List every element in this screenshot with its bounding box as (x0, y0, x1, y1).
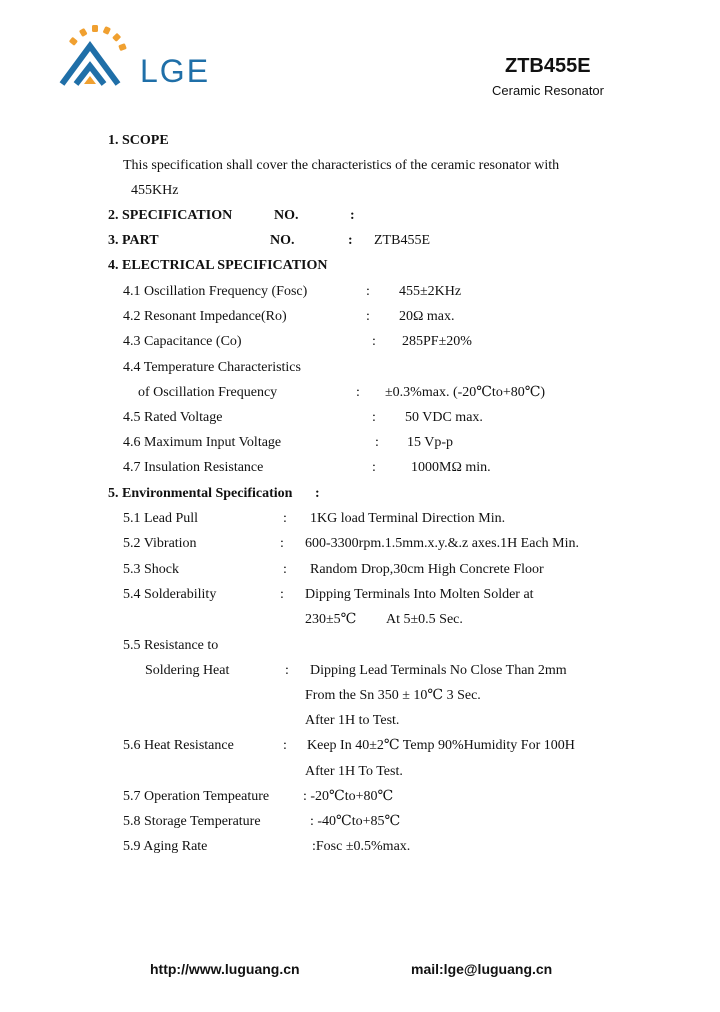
part-value: ZTB455E (374, 233, 430, 248)
env-value-cont: After 1H To Test. (305, 764, 403, 779)
env-value: : -40℃to+85℃ (310, 814, 401, 829)
env-value: Keep In 40±2℃ Temp 90%Humidity For 100H (307, 738, 575, 753)
scope-text: This specification shall cover the characteristics of the ceramic resonator with (123, 158, 560, 173)
env-value: : -20℃to+80℃ (303, 789, 394, 804)
spec-label: 4.4 Temperature Characteristics (123, 360, 301, 375)
env-colon: : (283, 511, 287, 526)
env-label: 5.4 Solderability (123, 587, 217, 602)
env-value: Random Drop,30cm High Concrete Floor (310, 562, 544, 577)
env-label: 5.8 Storage Temperature (123, 814, 261, 829)
environmental-heading-colon: : (315, 486, 320, 501)
env-value: Dipping Lead Terminals No Close Than 2mm (310, 663, 567, 678)
model-number: ZTB455E (505, 55, 591, 77)
env-value: 600-3300rpm.1.5mm.x.y.&.z axes.1H Each Min. (305, 536, 579, 551)
spec-label: 4.7 Insulation Resistance (123, 460, 264, 475)
part-no: NO. (270, 233, 295, 248)
env-colon: : (280, 536, 284, 551)
spec-colon: : (372, 410, 376, 425)
logo-text: LGE (140, 53, 211, 89)
footer-email[interactable]: mail:lge@luguang.cn (411, 961, 553, 977)
scope-heading: 1. SCOPE (108, 133, 169, 148)
env-value-cont: 230±5℃ (305, 612, 357, 627)
logo-sun-rays (69, 25, 127, 51)
env-colon: : (285, 663, 289, 678)
env-label: 5.7 Operation Tempeature (123, 789, 270, 804)
spec-value: ±0.3%max. (-20℃to+80℃) (385, 385, 546, 400)
env-value-cont: From the Sn 350 ± 10℃ 3 Sec. (305, 688, 481, 703)
env-label: 5.2 Vibration (123, 536, 197, 551)
env-value: Dipping Terminals Into Molten Solder at (305, 587, 534, 602)
env-colon: : (280, 587, 284, 602)
spec-value: 20Ω max. (399, 309, 455, 324)
spec-value: 50 VDC max. (405, 410, 483, 425)
env-value: :Fosc ±0.5%max. (312, 839, 411, 854)
spec-value: 455±2KHz (399, 284, 462, 299)
spec-label: 4.2 Resonant Impedance(Ro) (123, 309, 287, 324)
specification-label: 2. SPECIFICATION (108, 208, 233, 223)
scope-text-cont: 455KHz (131, 183, 179, 198)
spec-label: 4.6 Maximum Input Voltage (123, 435, 282, 450)
spec-label: 4.3 Capacitance (Co) (123, 334, 242, 349)
part-label: 3. PART (108, 233, 159, 248)
spec-colon: : (375, 435, 379, 450)
product-subtitle: Ceramic Resonator (492, 83, 604, 98)
spec-label-cont: of Oscillation Frequency (138, 385, 278, 400)
env-colon: : (283, 562, 287, 577)
spec-value: 1000MΩ min. (411, 460, 491, 475)
specification-colon: : (350, 208, 355, 223)
specification-no: NO. (274, 208, 299, 223)
spec-value: 285PF±20% (402, 334, 472, 349)
footer-website[interactable]: http://www.luguang.cn (150, 961, 300, 977)
spec-colon: : (372, 460, 376, 475)
spec-label: 4.5 Rated Voltage (123, 410, 223, 425)
electrical-heading: 4. ELECTRICAL SPECIFICATION (108, 258, 328, 273)
env-value-cont: At 5±0.5 Sec. (386, 612, 463, 627)
part-colon: : (348, 233, 353, 248)
env-label: 5.9 Aging Rate (123, 839, 208, 854)
env-label: 5.5 Resistance to (123, 638, 219, 653)
env-label: 5.1 Lead Pull (123, 511, 199, 526)
spec-colon: : (356, 385, 360, 400)
spec-colon: : (372, 334, 376, 349)
environmental-heading: 5. Environmental Specification (108, 486, 293, 501)
spec-label: 4.1 Oscillation Frequency (Fosc) (123, 284, 308, 299)
spec-colon: : (366, 309, 370, 324)
env-value-cont: After 1H to Test. (305, 713, 400, 728)
env-colon: : (283, 738, 287, 753)
env-label: 5.6 Heat Resistance (123, 738, 234, 753)
env-value: 1KG load Terminal Direction Min. (310, 511, 506, 526)
env-label-cont: Soldering Heat (145, 663, 230, 678)
spec-colon: : (366, 284, 370, 299)
spec-value: 15 Vp-p (407, 435, 454, 450)
env-label: 5.3 Shock (123, 562, 179, 577)
